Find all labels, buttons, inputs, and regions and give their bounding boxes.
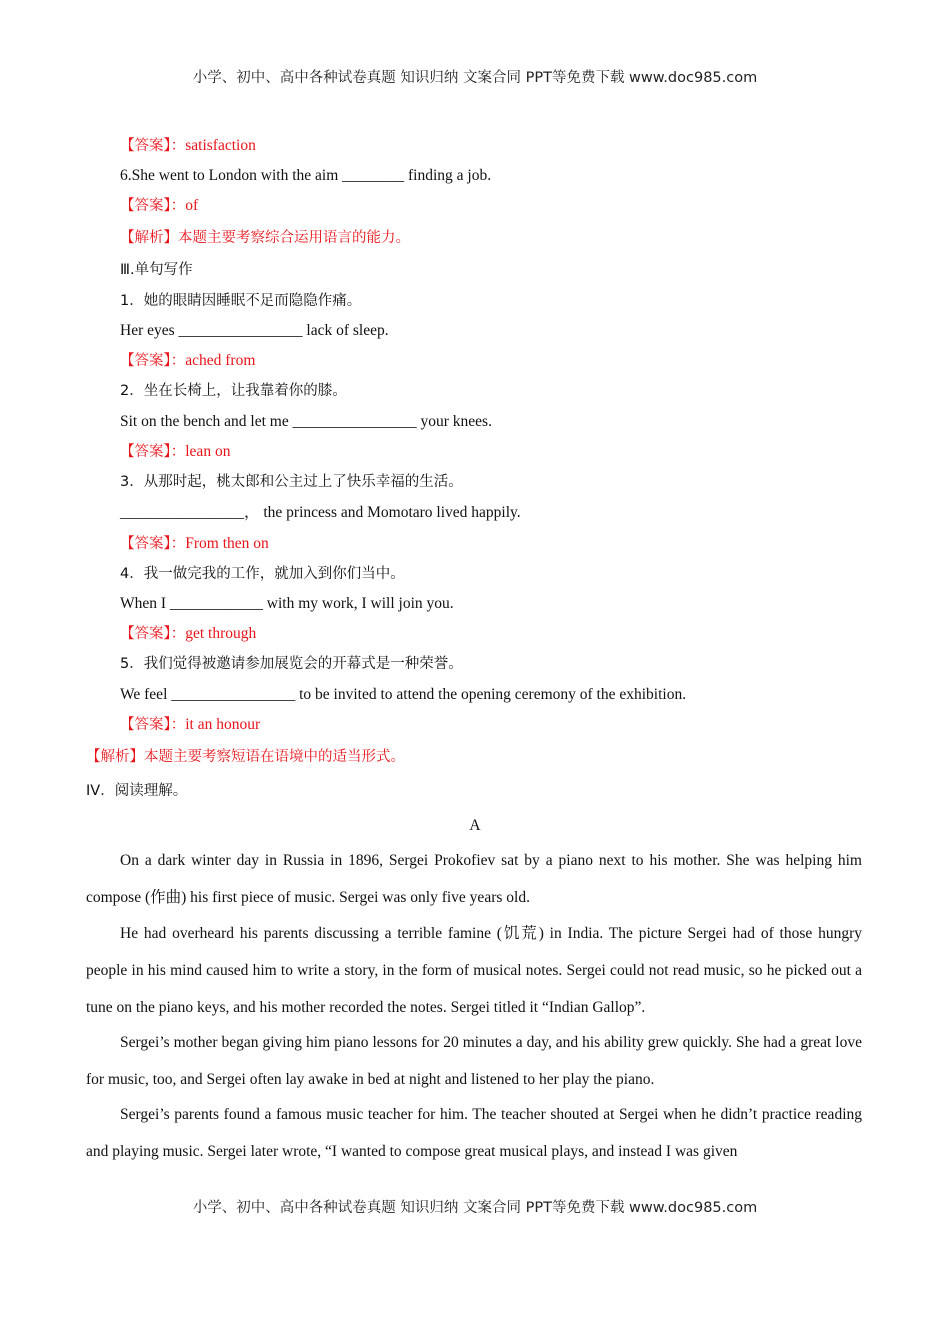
item-2-answer xyxy=(120,442,230,462)
section-3-heading: Ⅲ.单句写作 xyxy=(120,262,193,278)
item-4-chinese: 4．我一做完我的工作，就加入到你们当中。 xyxy=(120,566,405,582)
answer-label: 【答案】： xyxy=(120,353,186,369)
item-5-english: We feel ________________ to be invited to attend the opening ceremony of the exhibition. xyxy=(120,686,687,703)
answer-label: 【答案】： xyxy=(120,444,186,460)
section-4-heading: IV．阅读理解。 xyxy=(86,783,188,799)
analysis-section-2: 【解析】本题主要考察综合运用语言的能力。 xyxy=(120,230,410,246)
passage-paragraph: Sergei’s parents found a famous music teacher for him. The teacher shouted at Sergei when he didn’t practice reading and playing music. Sergei later wrote, “I wanted to compose great musical plays, and instead I was given xyxy=(86,1106,862,1160)
passage-paragraph: Sergei’s mother began giving him piano lessons for 20 minutes a day, and his ability grew quickly. She had a great love for music, too, and Sergei often lay awake in bed at night and listened to her play the piano. xyxy=(86,1034,862,1088)
page-footer: 小学、初中、高中各种试卷真题 知识归纳 文案合同 PPT等免费下载 www.doc985.com xyxy=(192,1200,758,1216)
analysis-section-3: 【解析】本题主要考察短语在语境中的适当形式。 xyxy=(86,749,405,765)
item-5-answer xyxy=(120,715,260,735)
answer-label: 【答案】： xyxy=(120,138,186,154)
answer-label: 【答案】： xyxy=(120,717,186,733)
answer-value: lean on xyxy=(185,443,231,460)
item-2-english: Sit on the bench and let me ________________ your knees. xyxy=(120,413,492,430)
item-1-answer xyxy=(120,351,255,371)
item-4-english: When I ____________ with my work, I will join you. xyxy=(120,595,454,612)
item-1-english: Her eyes ________________ lack of sleep. xyxy=(120,322,389,339)
answer-label: 【答案】： xyxy=(120,626,186,642)
answer-6-line xyxy=(120,196,198,216)
page-header: 小学、初中、高中各种试卷真题 知识归纳 文案合同 PPT等免费下载 www.doc985.com xyxy=(192,70,758,86)
question-6: 6.She went to London with the aim ________ finding a job. xyxy=(120,167,492,184)
answer-label: 【答案】： xyxy=(120,198,186,214)
answer-value: ached from xyxy=(185,352,256,369)
item-4-answer xyxy=(120,624,256,644)
passage-letter: A xyxy=(469,817,481,834)
answer-value: of xyxy=(185,197,199,214)
answer-value: get through xyxy=(185,625,257,642)
passage-paragraph: On a dark winter day in Russia in 1896, Sergei Prokofiev sat by a piano next to his mother. She was helping him compose (作曲) his first piece of music. Sergei was only five years old. xyxy=(86,852,862,906)
answer-5-line xyxy=(120,136,256,156)
item-3-chinese: 3．从那时起，桃太郎和公主过上了快乐幸福的生活。 xyxy=(120,474,463,490)
answer-label: 【答案】： xyxy=(120,536,186,552)
answer-value: From then on xyxy=(185,535,269,552)
answer-value: it an honour xyxy=(185,716,261,733)
item-3-english: ________________， the princess and Momotaro lived happily. xyxy=(120,504,521,521)
item-5-chinese: 5．我们觉得被邀请参加展览会的开幕式是一种荣誉。 xyxy=(120,656,463,672)
item-3-answer xyxy=(120,534,269,554)
item-1-chinese: 1．她的眼睛因睡眠不足而隐隐作痛。 xyxy=(120,293,362,309)
answer-value: satisfaction xyxy=(185,137,256,154)
item-2-chinese: 2．坐在长椅上，让我靠着你的膝。 xyxy=(120,383,347,399)
passage-paragraph: He had overheard his parents discussing a terrible famine (饥荒) in India. The picture Sergei had of those hungry people in his mind caused him to write a story, in the form of musical notes. Sergei could not read music, so he picked out a tune on the piano keys, and his mother recorded the notes. Sergei titled it “Indian Gallop”. xyxy=(86,925,862,1016)
